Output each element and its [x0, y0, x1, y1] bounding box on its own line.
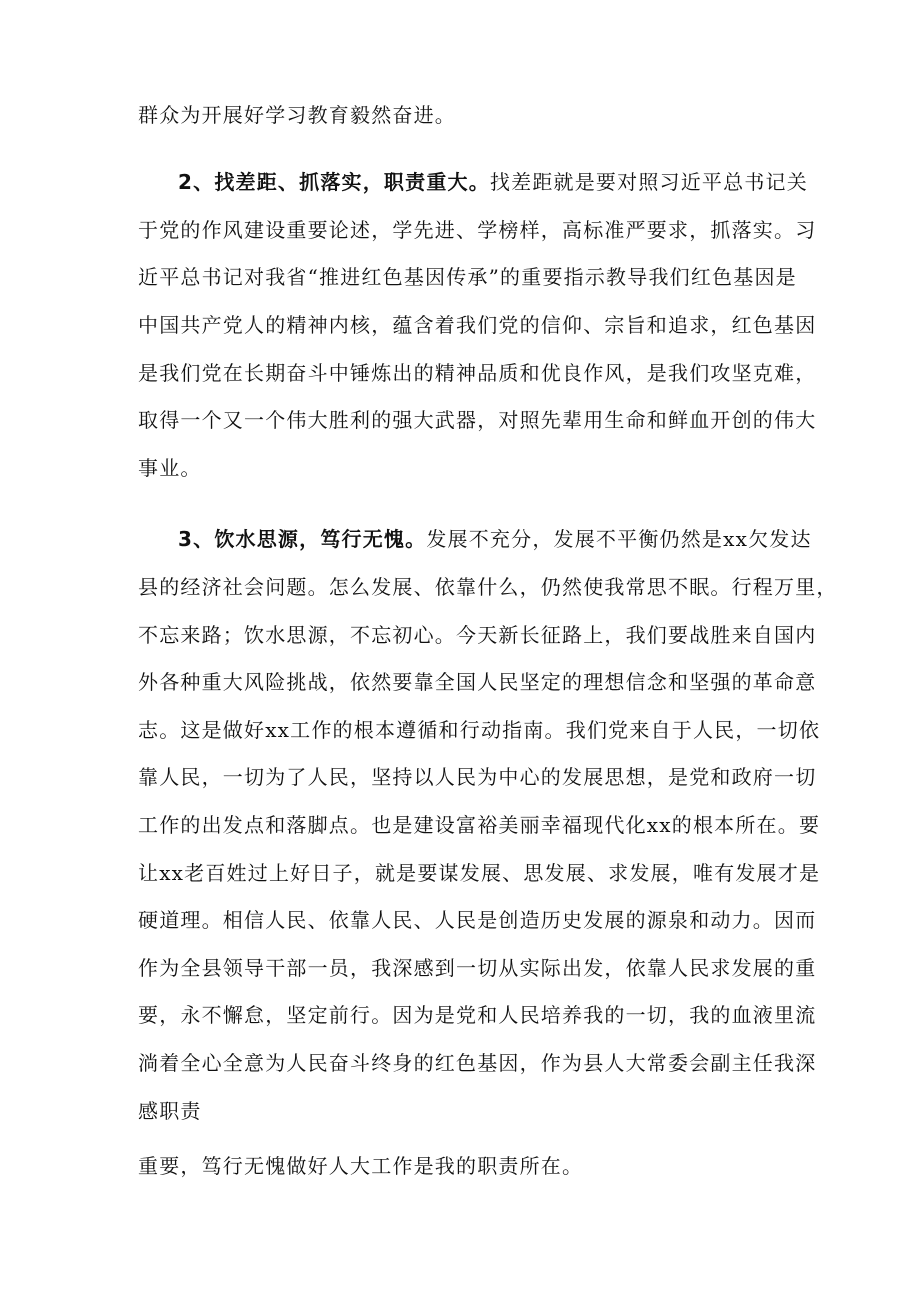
paragraph-1-line-1: [178, 167, 808, 197]
paragraph-2-line-7: 工作的出发点和落脚点。也是建设富裕美丽幸福现代化xx的根本所在。要: [138, 813, 821, 837]
paragraph-1-line-7: 事业。: [138, 456, 202, 480]
paragraph-1-line-5: 是我们党在长期奋斗中锤炼出的精神品质和优良作风，是我们攻坚克难，: [138, 361, 817, 385]
paragraph-2-line-2: 县的经济社会问题。怎么发展、依靠什么，仍然使我常思不眠。行程万里，: [138, 575, 838, 599]
paragraph-1-line-3: 近平总书记对我省“推进红色基因传承”的重要指示教导我们红色基因是: [138, 265, 797, 289]
paragraph-2-heading: 3、饮水思源，笃行无愧。: [178, 527, 427, 551]
paragraph-2-line-8: 让xx老百姓过上好日子，就是要谋发展、思发展、求发展，唯有发展才是: [138, 861, 821, 885]
paragraph-2-line-3: 不忘来路；饮水思源，不忘初心。今天新长征路上，我们要战胜来自国内: [138, 623, 817, 647]
paragraph-1-line-1-text: 找差距就是要对照习近平总书记关: [489, 170, 808, 194]
paragraph-1-line-6: 取得一个又一个伟大胜利的强大武器，对照先辈用生命和鲜血开创的伟大: [138, 408, 817, 432]
paragraph-2-line-9: 硬道理。相信人民、依靠人民、人民是创造历史发展的源泉和动力。因而: [138, 908, 817, 932]
paragraph-2-line-1-text: 发展不充分，发展不平衡仍然是xx欠发达: [426, 527, 812, 551]
paragraph-2-line-13: 感职责: [138, 1099, 202, 1123]
paragraph-0-line-1: 群众为开展好学习教育毅然奋进。: [138, 103, 456, 127]
paragraph-2-line-12: 淌着全心全意为人民奋斗终身的红色基因，作为县人大常委会副主任我深: [138, 1051, 817, 1075]
paragraph-1-heading: 2、找差距、抓落实，职责重大。: [178, 170, 490, 194]
paragraph-2-line-5: 志。这是做好xx工作的根本遵循和行动指南。我们党来自于人民，一切依: [138, 718, 821, 742]
paragraph-3-line-1: 重要，笃行无愧做好人大工作是我的职责所在。: [138, 1154, 584, 1178]
paragraph-2-line-11: 要，永不懈怠，坚定前行。因为是党和人民培养我的一切，我的血液里流: [138, 1003, 817, 1027]
paragraph-2-line-10: 作为全县领导干部一员，我深感到一切从实际出发，依靠人民求发展的重: [138, 956, 817, 980]
paragraph-1-line-4: 中国共产党人的精神内核，蕴含着我们党的信仰、宗旨和追求，红色基因: [138, 313, 817, 337]
paragraph-1-line-2: 于党的作风建设重要论述，学先进、学榜样，高标准严要求，抓落实。习: [138, 218, 817, 242]
paragraph-2-line-1: [178, 524, 812, 554]
paragraph-2-line-6: 靠人民，一切为了人民，坚持以人民为中心的发展思想，是党和政府一切: [138, 765, 817, 789]
paragraph-2-line-4: 外各种重大风险挑战，依然要靠全国人民坚定的理想信念和坚强的革命意: [138, 670, 817, 694]
